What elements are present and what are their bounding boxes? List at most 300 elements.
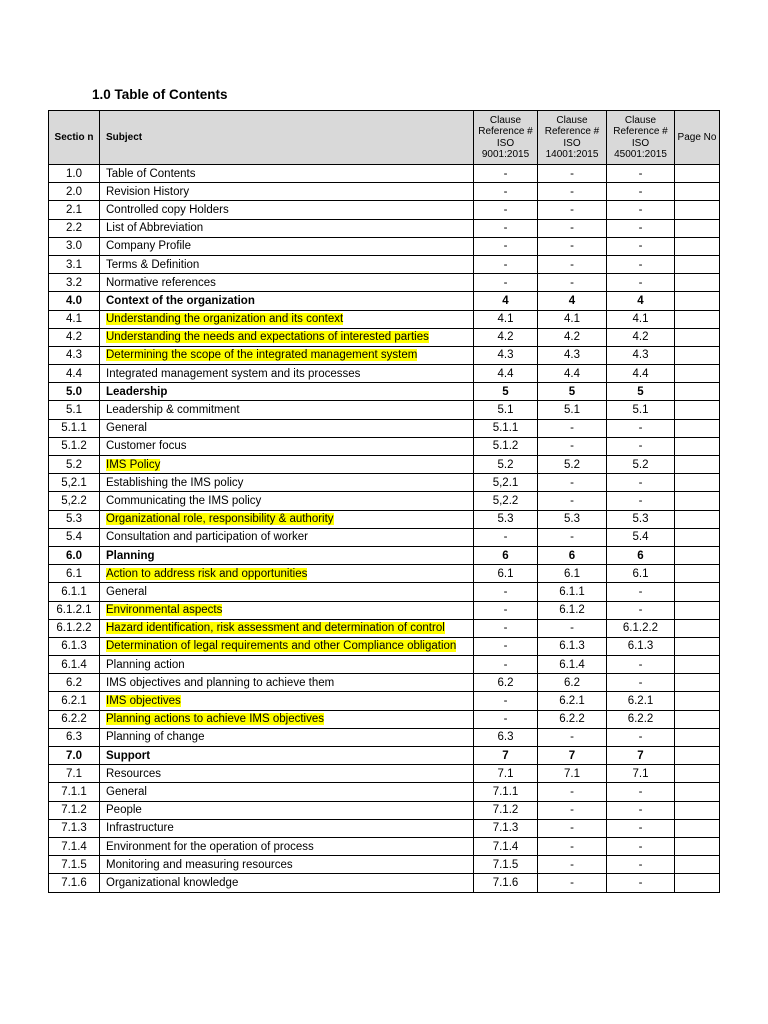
table-row [49,856,720,874]
subject-cell: Customer focus [100,437,474,455]
section-cell: 5.2 [49,456,100,474]
iso14001-cell: - [538,837,607,855]
page-cell [675,528,720,546]
section-cell: 7.1.1 [49,783,100,801]
highlighted-subject-text: Action to address risk and opportunities [106,567,308,580]
iso45001-cell: - [607,674,675,692]
iso45001-cell: 6.1 [607,565,675,583]
subject-cell: Context of the organization [100,292,474,310]
highlighted-subject-text: Determining the scope of the integrated management system [106,349,418,362]
iso14001-cell: - [538,255,607,273]
iso45001-cell: - [607,274,675,292]
section-cell: 6.2.1 [49,692,100,710]
page-cell [675,456,720,474]
iso45001-cell: 7.1 [607,765,675,783]
iso14001-cell: 6.1.2 [538,601,607,619]
table-row [49,201,720,219]
table-row [49,619,720,637]
table-row [49,583,720,601]
section-cell: 5.1.1 [49,419,100,437]
page-cell [675,837,720,855]
iso45001-cell: - [607,219,675,237]
header-page: Page No [675,111,720,165]
iso9001-cell: 7.1.1 [474,783,538,801]
iso45001-cell: - [607,819,675,837]
table-row [49,692,720,710]
iso14001-cell: 6.1 [538,565,607,583]
subject-cell [100,510,474,528]
highlighted-subject-text: Understanding the organization and its context [106,313,344,326]
section-cell: 4.3 [49,346,100,364]
iso9001-cell: 5,2.2 [474,492,538,510]
iso14001-cell: - [538,728,607,746]
iso14001-cell: - [538,492,607,510]
page-cell [675,274,720,292]
section-cell: 1.0 [49,165,100,183]
iso9001-cell: 5.1.2 [474,437,538,455]
section-cell: 2.1 [49,201,100,219]
page-cell [675,237,720,255]
iso45001-cell: - [607,183,675,201]
header-subject: Subject [100,111,474,165]
iso45001-cell: 4.2 [607,328,675,346]
section-cell: 6.1.4 [49,656,100,674]
page-cell [675,656,720,674]
iso9001-cell: - [474,710,538,728]
page-cell [675,546,720,564]
iso9001-cell: 5.1 [474,401,538,419]
subject-cell [100,601,474,619]
page-cell [675,510,720,528]
iso9001-cell: 7.1.6 [474,874,538,892]
page-cell [675,346,720,364]
iso14001-cell: - [538,183,607,201]
page-cell [675,583,720,601]
iso9001-cell: 5.2 [474,456,538,474]
header-iso14001: Clause Reference # ISO 14001:2015 [538,111,607,165]
subject-cell [100,637,474,655]
table-row [49,528,720,546]
iso9001-cell: - [474,692,538,710]
subject-cell: Consultation and participation of worker [100,528,474,546]
iso45001-cell: - [607,201,675,219]
section-cell: 6.2 [49,674,100,692]
table-row [49,310,720,328]
table-row [49,874,720,892]
iso14001-cell: 5.1 [538,401,607,419]
section-cell: 6.3 [49,728,100,746]
iso14001-cell: 6.1.1 [538,583,607,601]
table-row [49,328,720,346]
page-cell [675,619,720,637]
iso45001-cell: 6.1.2.2 [607,619,675,637]
iso9001-cell: 5,2.1 [474,474,538,492]
subject-cell: General [100,583,474,601]
iso9001-cell: - [474,165,538,183]
table-row [49,255,720,273]
iso45001-cell: 5.3 [607,510,675,528]
iso9001-cell: 4.4 [474,365,538,383]
iso9001-cell: 4 [474,292,538,310]
section-cell: 6.1.2.1 [49,601,100,619]
highlighted-subject-text: Environmental aspects [106,604,223,617]
iso14001-cell: - [538,874,607,892]
iso14001-cell: - [538,219,607,237]
section-cell: 7.1.5 [49,856,100,874]
iso9001-cell: - [474,601,538,619]
section-cell: 7.1.4 [49,837,100,855]
iso14001-cell: 6.2.1 [538,692,607,710]
subject-cell: Table of Contents [100,165,474,183]
iso45001-cell: - [607,237,675,255]
iso9001-cell: - [474,255,538,273]
section-cell: 7.1.2 [49,801,100,819]
section-cell: 6.1.3 [49,637,100,655]
subject-cell: Support [100,747,474,765]
iso14001-cell: - [538,274,607,292]
iso45001-cell: 4 [607,292,675,310]
iso45001-cell: 6.2.1 [607,692,675,710]
table-row [49,783,720,801]
section-cell: 7.1.3 [49,819,100,837]
iso45001-cell: - [607,728,675,746]
subject-cell: Leadership [100,383,474,401]
subject-cell: Integrated management system and its processes [100,365,474,383]
section-cell: 4.2 [49,328,100,346]
iso45001-cell: - [607,474,675,492]
page-cell [675,255,720,273]
table-row [49,674,720,692]
iso9001-cell: - [474,219,538,237]
table-row [49,728,720,746]
subject-cell: General [100,419,474,437]
iso9001-cell: 4.3 [474,346,538,364]
section-cell: 2.2 [49,219,100,237]
iso14001-cell: - [538,783,607,801]
subject-cell [100,456,474,474]
iso45001-cell: - [607,856,675,874]
iso45001-cell: 4.4 [607,365,675,383]
iso14001-cell: - [538,201,607,219]
iso14001-cell: - [538,856,607,874]
subject-cell [100,619,474,637]
iso14001-cell: - [538,437,607,455]
iso14001-cell: - [538,165,607,183]
iso14001-cell: 6.2 [538,674,607,692]
iso9001-cell: 5.1.1 [474,419,538,437]
subject-cell: Company Profile [100,237,474,255]
iso14001-cell: - [538,419,607,437]
iso14001-cell: - [538,819,607,837]
iso14001-cell: 5.2 [538,456,607,474]
highlighted-subject-text: Planning actions to achieve IMS objectives [106,713,324,726]
iso14001-cell: 4 [538,292,607,310]
subject-cell: Terms & Definition [100,255,474,273]
table-row [49,183,720,201]
page-cell [675,874,720,892]
table-row [49,165,720,183]
table-row [49,637,720,655]
page-cell [675,783,720,801]
iso9001-cell: - [474,274,538,292]
iso9001-cell: - [474,528,538,546]
page-cell [675,474,720,492]
section-cell: 6.1.2.2 [49,619,100,637]
page-cell [675,801,720,819]
highlighted-subject-text: Hazard identification, risk assessment and determination of control [106,622,445,635]
iso9001-cell: 4.1 [474,310,538,328]
iso45001-cell: - [607,801,675,819]
subject-cell: Infrastructure [100,819,474,837]
iso14001-cell: 4.1 [538,310,607,328]
header-iso9001: Clause Reference # ISO 9001:2015 [474,111,538,165]
table-row [49,747,720,765]
subject-cell: General [100,783,474,801]
iso9001-cell: - [474,237,538,255]
subject-cell: Planning of change [100,728,474,746]
iso45001-cell: - [607,165,675,183]
toc-table [48,110,720,893]
subject-cell: Controlled copy Holders [100,201,474,219]
page-cell [675,765,720,783]
iso14001-cell: 6 [538,546,607,564]
iso45001-cell: 6.2.2 [607,710,675,728]
page-cell [675,728,720,746]
section-cell: 7.0 [49,747,100,765]
iso45001-cell: - [607,583,675,601]
iso45001-cell: 7 [607,747,675,765]
subject-cell [100,346,474,364]
section-cell: 3.1 [49,255,100,273]
table-row [49,383,720,401]
section-cell: 6.1.1 [49,583,100,601]
page-cell [675,674,720,692]
table-row [49,837,720,855]
iso9001-cell: - [474,583,538,601]
table-row [49,437,720,455]
table-row [49,456,720,474]
section-cell: 2.0 [49,183,100,201]
iso45001-cell: 5 [607,383,675,401]
iso9001-cell: 7.1 [474,765,538,783]
page-cell [675,219,720,237]
header-section: Sectio n [49,111,100,165]
iso45001-cell: - [607,437,675,455]
highlighted-subject-text: Determination of legal requirements and other Compliance obligation [106,640,457,653]
iso9001-cell: 7.1.2 [474,801,538,819]
subject-cell: Resources [100,765,474,783]
iso14001-cell: 4.4 [538,365,607,383]
iso9001-cell: 7.1.5 [474,856,538,874]
table-row [49,346,720,364]
page-cell [675,310,720,328]
iso9001-cell: 7.1.4 [474,837,538,855]
iso9001-cell: - [474,183,538,201]
iso14001-cell: 5.3 [538,510,607,528]
table-row [49,474,720,492]
iso45001-cell: - [607,601,675,619]
iso45001-cell: - [607,492,675,510]
subject-cell: IMS objectives and planning to achieve them [100,674,474,692]
iso9001-cell: 5.3 [474,510,538,528]
table-row [49,292,720,310]
iso45001-cell: 5.4 [607,528,675,546]
table-row [49,419,720,437]
table-row [49,237,720,255]
section-cell: 6.2.2 [49,710,100,728]
iso45001-cell: 6 [607,546,675,564]
page-cell [675,383,720,401]
table-row [49,765,720,783]
section-cell: 4.4 [49,365,100,383]
header-iso45001: Clause Reference # ISO 45001:2015 [607,111,675,165]
table-row [49,401,720,419]
page-cell [675,419,720,437]
iso45001-cell: 4.1 [607,310,675,328]
section-cell: 5,2.2 [49,492,100,510]
table-row [49,601,720,619]
subject-cell: Communicating the IMS policy [100,492,474,510]
iso9001-cell: 6.3 [474,728,538,746]
table-row [49,274,720,292]
section-cell: 6.0 [49,546,100,564]
subject-cell [100,710,474,728]
page-cell [675,856,720,874]
table-row [49,546,720,564]
iso14001-cell: 5 [538,383,607,401]
iso14001-cell: - [538,237,607,255]
iso14001-cell: 7.1 [538,765,607,783]
table-row [49,365,720,383]
iso14001-cell: - [538,528,607,546]
iso9001-cell: 6 [474,546,538,564]
subject-cell: Planning action [100,656,474,674]
page-cell [675,601,720,619]
page-cell [675,183,720,201]
iso9001-cell: - [474,656,538,674]
toc-header [49,111,720,165]
iso9001-cell: - [474,201,538,219]
subject-cell: Establishing the IMS policy [100,474,474,492]
table-row [49,510,720,528]
page-cell [675,365,720,383]
page-cell [675,565,720,583]
toc-body [49,165,720,893]
iso9001-cell: - [474,619,538,637]
subject-cell: Leadership & commitment [100,401,474,419]
table-row [49,656,720,674]
iso45001-cell: 6.1.3 [607,637,675,655]
subject-cell [100,310,474,328]
page-cell [675,201,720,219]
section-cell: 6.1 [49,565,100,583]
page-cell [675,492,720,510]
page-cell [675,819,720,837]
subject-cell: Environment for the operation of process [100,837,474,855]
iso14001-cell: 6.1.3 [538,637,607,655]
section-cell: 4.1 [49,310,100,328]
section-cell: 7.1 [49,765,100,783]
iso14001-cell: - [538,474,607,492]
iso14001-cell: 4.3 [538,346,607,364]
iso9001-cell: 7.1.3 [474,819,538,837]
page-cell [675,165,720,183]
iso14001-cell: - [538,801,607,819]
subject-cell: People [100,801,474,819]
page-cell [675,692,720,710]
iso9001-cell: 6.1 [474,565,538,583]
subject-cell: Monitoring and measuring resources [100,856,474,874]
section-cell: 5,2.1 [49,474,100,492]
subject-cell [100,328,474,346]
subject-cell: List of Abbreviation [100,219,474,237]
table-row [49,801,720,819]
table-row [49,219,720,237]
page-cell [675,710,720,728]
iso45001-cell: 4.3 [607,346,675,364]
iso9001-cell: 4.2 [474,328,538,346]
table-row [49,565,720,583]
page-cell [675,637,720,655]
iso45001-cell: - [607,656,675,674]
iso14001-cell: - [538,619,607,637]
highlighted-subject-text: Organizational role, responsibility & authority [106,513,334,526]
iso45001-cell: - [607,874,675,892]
iso45001-cell: - [607,419,675,437]
iso9001-cell: 6.2 [474,674,538,692]
iso45001-cell: - [607,783,675,801]
iso9001-cell: 5 [474,383,538,401]
page-title: 1.0 Table of Contents [92,87,228,102]
subject-cell: Organizational knowledge [100,874,474,892]
section-cell: 7.1.6 [49,874,100,892]
page-cell [675,401,720,419]
section-cell: 5.3 [49,510,100,528]
section-cell: 3.2 [49,274,100,292]
iso14001-cell: 6.1.4 [538,656,607,674]
iso45001-cell: - [607,837,675,855]
iso45001-cell: 5.2 [607,456,675,474]
section-cell: 5.1.2 [49,437,100,455]
subject-cell: Planning [100,546,474,564]
table-row [49,492,720,510]
table-row [49,819,720,837]
iso14001-cell: 6.2.2 [538,710,607,728]
page-cell [675,328,720,346]
section-cell: 4.0 [49,292,100,310]
section-cell: 5.4 [49,528,100,546]
iso45001-cell: 5.1 [607,401,675,419]
table-row [49,710,720,728]
iso14001-cell: 7 [538,747,607,765]
subject-cell [100,565,474,583]
subject-cell: Normative references [100,274,474,292]
section-cell: 5.0 [49,383,100,401]
subject-cell: Revision History [100,183,474,201]
page-cell [675,437,720,455]
highlighted-subject-text: Understanding the needs and expectations of interested parties [106,331,429,344]
page-cell [675,747,720,765]
iso14001-cell: 4.2 [538,328,607,346]
subject-cell [100,692,474,710]
header-row [49,111,720,165]
iso9001-cell: 7 [474,747,538,765]
iso9001-cell: - [474,637,538,655]
highlighted-subject-text: IMS objectives [106,695,181,708]
section-cell: 5.1 [49,401,100,419]
section-cell: 3.0 [49,237,100,255]
iso45001-cell: - [607,255,675,273]
